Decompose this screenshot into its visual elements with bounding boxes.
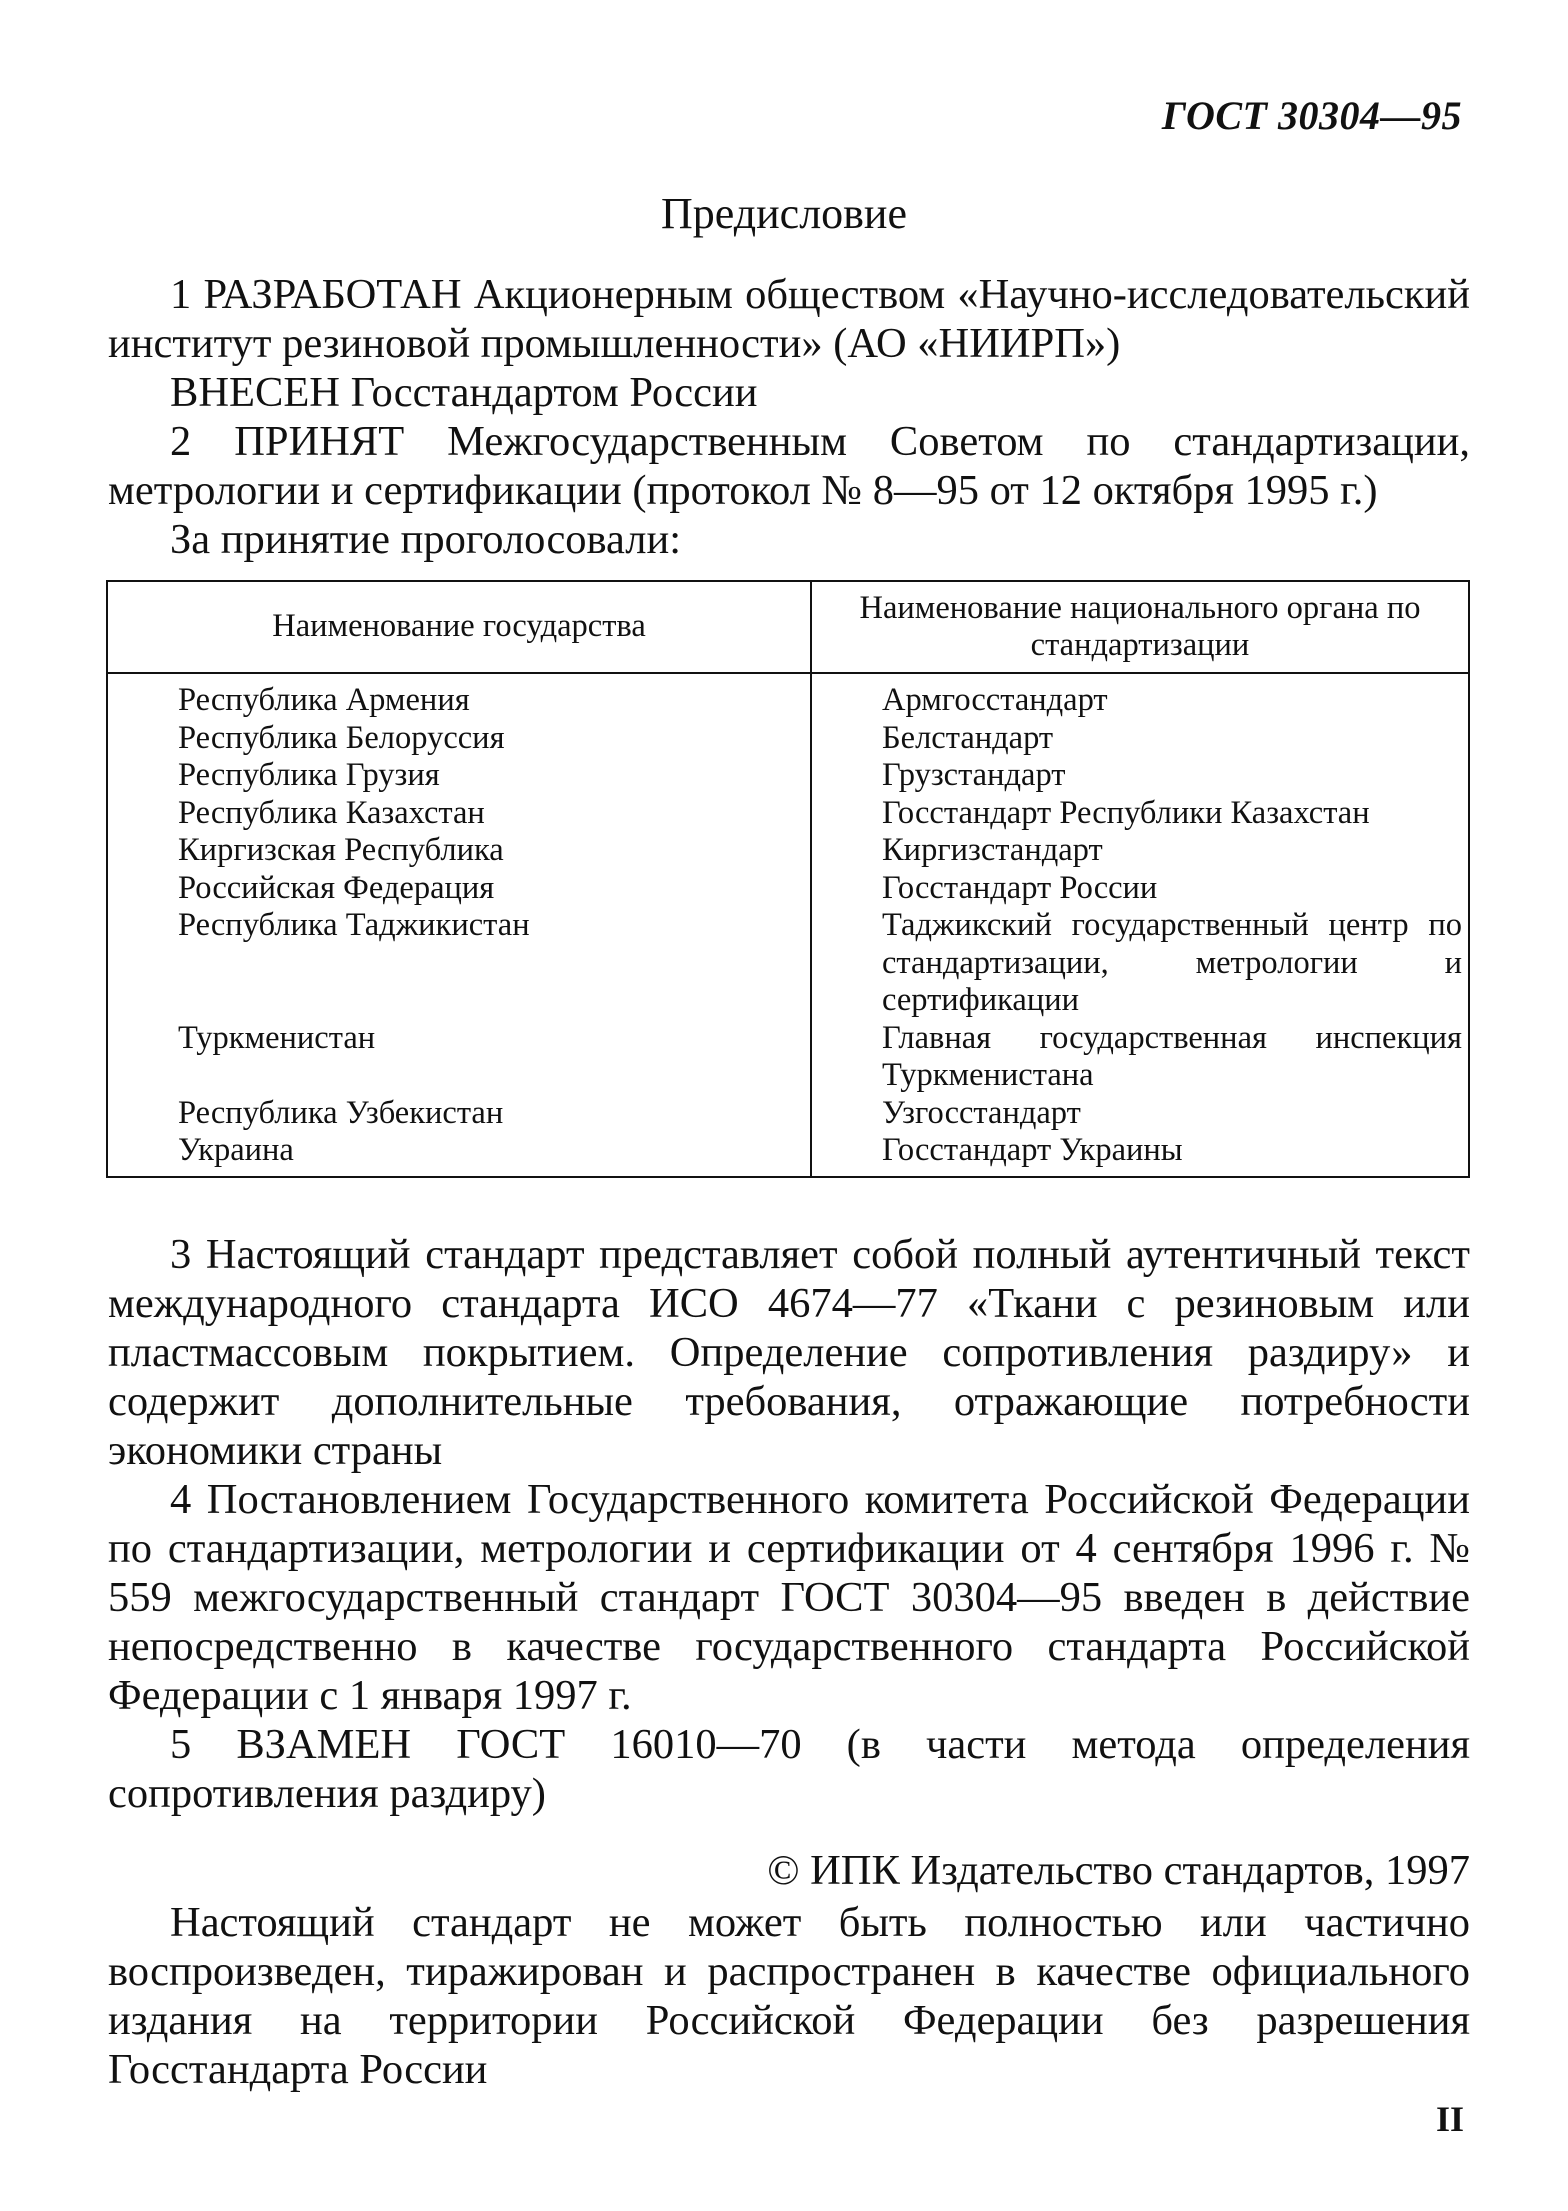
paragraph-resolution: 4 Постановлением Государственного комитета Российской Федерации по стандартизации, метрологии и сертификации от 4 сентября 1996 г. № 559 межгосударственный стандарт ГОСТ 30304—95 введен в действие непосредственно в качестве государственного стандарта Российской Федерации с 1 января 1997 г.: [108, 1476, 1470, 1719]
state-name: Республика Казахстан: [178, 794, 485, 831]
organ-name: Главная государственная инспекция Туркменистана: [882, 1019, 1462, 1093]
state-name: Российская Федерация: [178, 869, 495, 906]
organ-name: Грузстандарт: [882, 757, 1066, 793]
organ-name: Киргизстандарт: [882, 832, 1103, 868]
organ-name: Узгосстандарт: [882, 1094, 1081, 1131]
organ-name-cell: [811, 673, 1469, 1177]
notice-text: Настоящий стандарт не может быть полностью или частично воспроизведен, тиражирован и распространен в качестве официального издания на территории Российской Федерации без разрешения Госстандарта России: [108, 1899, 1470, 2093]
voting-states-table: [106, 580, 1470, 1178]
organ-name: Госстандарт России: [882, 869, 1158, 906]
foreword-top-section: [108, 270, 1470, 564]
state-name: Туркменистан: [178, 1019, 376, 1056]
state-name: Республика Таджикистан: [178, 907, 530, 943]
state-name: Киргизская Республика: [178, 832, 504, 868]
copyright-line: © ИПК Издательство стандартов, 1997: [767, 1847, 1470, 1894]
page-number: II: [1435, 2099, 1464, 2139]
organ-name: Госстандарт Республики Казахстан: [882, 794, 1370, 831]
organ-name: Госстандарт Украины: [882, 1132, 1183, 1168]
state-name: Республика Белоруссия: [178, 719, 505, 756]
column-header-organ: Наименование национального органа по стандартизации: [811, 581, 1469, 673]
document-id-header: ГОСТ 30304—95: [1161, 93, 1462, 138]
paragraph-developed-by: 1 РАЗРАБОТАН Акционерным обществом «Научно-исследовательский институт резиновой промышленности» (АО «НИИРП»): [108, 271, 1470, 367]
state-name: Республика Узбекистан: [178, 1094, 504, 1131]
paragraph-introduced-by: ВНЕСЕН Госстандартом России: [170, 369, 758, 416]
state-name: Республика Армения: [178, 682, 470, 718]
paragraph-authentic-text: 3 Настоящий стандарт представляет собой полный аутентичный текст международного стандарта ИСО 4674—77 «Ткани с резиновым или пластмассовым покрытием. Определение сопротивления раздиру» и содержит дополнительные требования, отражающие потребности экономики страны: [108, 1231, 1470, 1474]
paragraph-replaces: 5 ВЗАМЕН ГОСТ 16010—70 (в части метода определения сопротивления раздиру): [108, 1721, 1470, 1817]
state-name: Украина: [178, 1132, 294, 1168]
table-row: [107, 673, 1469, 1177]
organ-name: Белстандарт: [882, 719, 1054, 756]
paragraph-adopted-by: 2 ПРИНЯТ Межгосударственным Советом по стандартизации, метрологии и сертификации (протокол № 8—95 от 12 октября 1995 г.): [108, 418, 1470, 514]
foreword-bottom-section: [108, 1230, 1470, 1818]
state-name: Республика Грузия: [178, 757, 440, 793]
table-header-row: [107, 581, 1469, 673]
state-name-cell: [107, 673, 811, 1177]
organ-name: Армгосстандарт: [882, 682, 1108, 718]
organ-name: Таджикский государственный центр по стандартизации, метрологии и сертификации: [882, 907, 1462, 1018]
column-header-state: Наименование государства: [107, 581, 811, 673]
paragraph-voted-for: За принятие проголосовали:: [170, 516, 682, 563]
page-title: Предисловие: [661, 189, 907, 238]
reproduction-notice: [108, 1898, 1470, 2094]
